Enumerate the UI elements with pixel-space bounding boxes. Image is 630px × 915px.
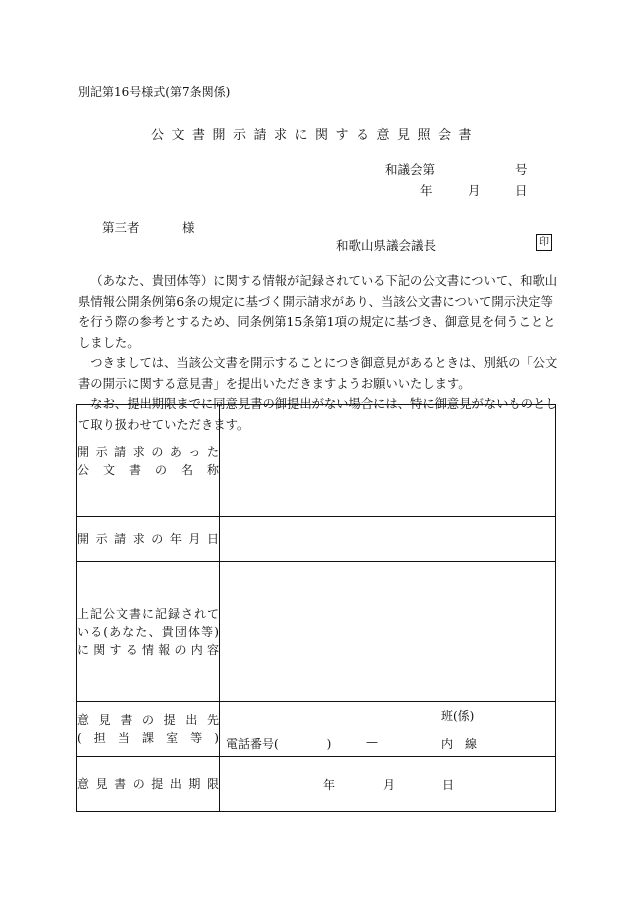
seal-stamp: 印 (536, 234, 552, 251)
info-table (76, 404, 556, 812)
sender-name: 和歌山県議会議長 (336, 238, 437, 253)
phone-dash: — (366, 735, 378, 749)
document-title: 公文書開示請求に関する意見照会書 (150, 128, 479, 143)
recipient-name: 第三者 (102, 220, 140, 235)
body-paragraph-1: （あなた、貴団体等）に関する情報が記録されている下記の公文書について、和歌山県情報公開条例第6条の規定に基づく開示請求があり、当該公文書について開示決定等を行う際の参考とするため、同条例第15条第1項の規定に基づき、御意見を伺うこととしました。 (78, 274, 558, 350)
deadline-month: 月 (383, 778, 396, 792)
label-deadline: 意見書の提出期限 (77, 757, 220, 812)
table-row-deadline (77, 757, 556, 812)
label-info-content: 上記公文書に記録されて いる(あなた、貴団体等) に関する情報の内容 (77, 562, 220, 702)
doc-number-prefix: 和議会第 (385, 162, 436, 177)
form-id: 別記第16号様式(第7条関係) (78, 85, 231, 99)
recipient-honorific: 様 (182, 220, 195, 235)
body-paragraph-3: なお、提出期限までに同意見書の御提出がない場合には、特に御意見がないものとして取り扱わせていただきます。 (78, 397, 558, 432)
deadline-year: 年 (323, 778, 336, 792)
deadline-day: 日 (442, 778, 455, 792)
value-document-name[interactable] (220, 405, 556, 517)
table-row-request-date (77, 517, 556, 562)
date-day: 日 (515, 183, 528, 198)
value-deadline[interactable] (220, 757, 556, 812)
value-request-date[interactable] (220, 517, 556, 562)
table-row-info-content (77, 562, 556, 702)
label-request-date: 開示請求の年月日 (77, 517, 220, 562)
date-month: 月 (468, 183, 481, 198)
extension-label: 内 線 (441, 737, 478, 751)
value-info-content[interactable] (220, 562, 556, 702)
doc-number-suffix: 号 (515, 162, 528, 177)
body-paragraph-2: つきましては、当該公文書を開示することにつき御意見があるときは、別紙の「公文書の開示に関する意見書」を提出いただきますようお願いいたします。 (78, 356, 558, 391)
table-row-submission-office (77, 702, 556, 757)
date-year: 年 (420, 183, 433, 198)
section-label: 班(係) (441, 709, 475, 723)
table-row-document-name (77, 405, 556, 517)
value-submission-office[interactable] (220, 702, 556, 757)
label-document-name: 開示請求のあった 公文書の名称 (77, 405, 220, 517)
phone-label: 電話番号( ) (226, 737, 332, 751)
label-submission-office: 意見書の提出先 (担当課室等) (77, 702, 220, 757)
